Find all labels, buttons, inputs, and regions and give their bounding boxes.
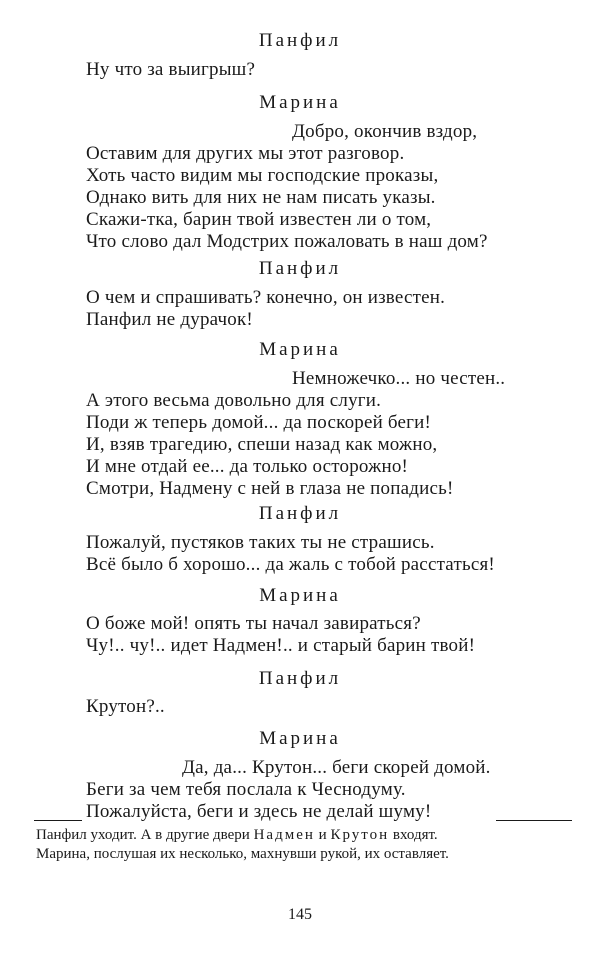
verse-line: И мне отдай ее... да только осторожно! (86, 456, 409, 477)
separator-rule-left (34, 820, 82, 821)
verse-line: Чу!.. чу!.. идет Надмен!.. и старый барин твой! (86, 635, 476, 656)
verse-line: Ну что за выигрыш? (86, 59, 256, 80)
stage-direction-text: Панфил уходит. А в другие двери (36, 827, 254, 843)
page-number: 145 (288, 906, 312, 923)
character-name: Надмен (253, 827, 315, 843)
stage-direction-line: Марина, послушая их несколько, махнувши рукой, их оставляет. (36, 846, 449, 862)
verse-line: Добро, окончив вздор, (292, 121, 478, 142)
verse-line: Панфил не дурачок! (86, 309, 253, 330)
verse-line: Поди ж теперь домой... да поскорей беги! (86, 412, 432, 433)
verse-line: Хоть часто видим мы господские проказы, (86, 165, 439, 186)
verse-line: Крутон?.. (86, 696, 165, 717)
speaker-name: Марина (259, 728, 341, 749)
speaker-name: Марина (259, 585, 341, 606)
verse-line: Скажи-тка, барин твой известен ли о том, (86, 209, 432, 230)
stage-direction-line (36, 826, 572, 845)
verse-line: Всё было б хорошо... да жаль с тобой расстаться! (86, 554, 495, 575)
stage-direction-text: и (314, 827, 331, 843)
separator-rule-right (496, 820, 572, 821)
verse-line: Немножечко... но честен.. (292, 368, 506, 389)
verse-line: Да, да... Крутон... беги скорей домой. (182, 757, 491, 778)
verse-line: И, взяв трагедию, спеши назад как можно, (86, 434, 438, 455)
verse-line: Пожалуй, пустяков таких ты не страшись. (86, 532, 435, 553)
verse-line: Смотри, Надмену с ней в глаза не попадись! (86, 478, 454, 499)
verse-line: Пожалуйста, беги и здесь не делай шуму! (86, 801, 432, 822)
verse-line: Беги за чем тебя послала к Чеснодуму. (86, 779, 406, 800)
stage-direction-text: входят. (389, 827, 438, 843)
verse-line: А этого весьма довольно для слуги. (86, 390, 382, 411)
speaker-name: Панфил (258, 30, 342, 51)
verse-line: О боже мой! опять ты начал завираться? (86, 613, 421, 634)
speaker-name: Панфил (258, 668, 342, 689)
verse-line: Однако вить для них не нам писать указы. (86, 187, 436, 208)
speaker-name: Панфил (258, 503, 342, 524)
verse-line: Оставим для других мы этот разговор. (86, 143, 405, 164)
speaker-name: Марина (259, 339, 341, 360)
verse-line: Что слово дал Модстрих пожаловать в наш дом? (86, 231, 488, 252)
verse-line: О чем и спрашивать? конечно, он известен. (86, 287, 446, 308)
speaker-name: Марина (259, 92, 341, 113)
character-name: Крутон (330, 827, 390, 843)
speaker-name: Панфил (258, 258, 342, 279)
